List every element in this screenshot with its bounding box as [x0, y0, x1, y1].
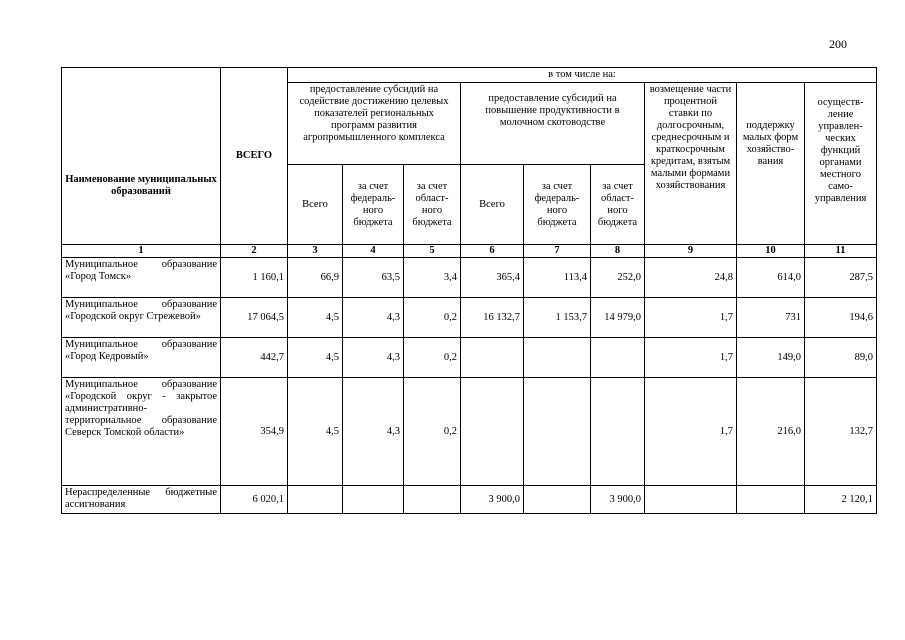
value-cell [461, 378, 524, 486]
header-col11: осуществ-ление управлен-ческих функций органами местного само-управления [805, 83, 877, 245]
value-cell: 63,5 [343, 258, 404, 298]
table-row [62, 378, 877, 486]
page-number: 200 [829, 37, 847, 51]
table-row [62, 258, 877, 298]
value-cell: 287,5 [805, 258, 877, 298]
value-cell: 354,9 [221, 378, 288, 486]
value-cell [524, 338, 591, 378]
value-cell: 216,0 [737, 378, 805, 486]
table-row [62, 338, 877, 378]
value-cell: 3,4 [404, 258, 461, 298]
value-cell [343, 486, 404, 514]
value-cell [524, 378, 591, 486]
value-cell: 16 132,7 [461, 298, 524, 338]
column-number: 1 [62, 245, 221, 258]
value-cell: 365,4 [461, 258, 524, 298]
value-cell: 1,7 [645, 378, 737, 486]
value-cell: 252,0 [591, 258, 645, 298]
table-row [62, 298, 877, 338]
value-cell: 3 900,0 [591, 486, 645, 514]
value-cell: 149,0 [737, 338, 805, 378]
value-cell [645, 486, 737, 514]
municipality-name: Муниципальное образование «Городской округ Стрежевой» [62, 298, 221, 338]
value-cell: 3 900,0 [461, 486, 524, 514]
column-number: 11 [805, 245, 877, 258]
value-cell: 132,7 [805, 378, 877, 486]
sub-regional-1: за счет област-ного бюджета [404, 165, 461, 245]
value-cell: 442,7 [221, 338, 288, 378]
value-cell: 0,2 [404, 378, 461, 486]
value-cell: 89,0 [805, 338, 877, 378]
value-cell [591, 338, 645, 378]
value-cell: 4,5 [288, 298, 343, 338]
municipality-name: Муниципальное образование «Город Кедровый» [62, 338, 221, 378]
header-col10: поддержку малых форм хозяйство-вания [737, 83, 805, 245]
table-row [62, 486, 877, 514]
value-cell: 6 020,1 [221, 486, 288, 514]
header-group-agro: предоставление субсидий на содействие достижению целевых показателей региональных программ развития агропромышленного комплекса [288, 83, 461, 165]
header-col9: возмещение части процентной ставки по долгосрочным, среднесрочным и краткосрочным кредитам, взятым малыми формами хозяйствования [645, 83, 737, 245]
sub-total-2: Всего [461, 165, 524, 245]
municipality-name: Муниципальное образование «Городской округ - закрытое административно-территориальное образование Северск Томской области» [62, 378, 221, 486]
column-number: 9 [645, 245, 737, 258]
value-cell: 1,7 [645, 298, 737, 338]
sub-total-1: Всего [288, 165, 343, 245]
budget-table [61, 67, 877, 514]
value-cell: 113,4 [524, 258, 591, 298]
column-number: 2 [221, 245, 288, 258]
value-cell: 0,2 [404, 298, 461, 338]
header-group-dairy: предоставление субсидий на повышение продуктивности в молочном скотоводстве [461, 83, 645, 165]
sub-federal-1: за счет федераль-ного бюджета [343, 165, 404, 245]
value-cell [288, 486, 343, 514]
sub-regional-2: за счет област-ного бюджета [591, 165, 645, 245]
value-cell: 4,3 [343, 378, 404, 486]
header-including: в том числе на: [288, 68, 877, 83]
value-cell: 2 120,1 [805, 486, 877, 514]
value-cell: 66,9 [288, 258, 343, 298]
column-number: 4 [343, 245, 404, 258]
value-cell [737, 486, 805, 514]
value-cell: 4,5 [288, 378, 343, 486]
value-cell: 4,5 [288, 338, 343, 378]
municipality-name: Нераспределенные бюджетные ассигнования [62, 486, 221, 514]
column-number: 7 [524, 245, 591, 258]
value-cell [591, 378, 645, 486]
value-cell: 1 153,7 [524, 298, 591, 338]
value-cell: 24,8 [645, 258, 737, 298]
value-cell: 0,2 [404, 338, 461, 378]
value-cell: 194,6 [805, 298, 877, 338]
value-cell: 1 160,1 [221, 258, 288, 298]
column-number: 6 [461, 245, 524, 258]
municipality-name: Муниципальное образование «Город Томск» [62, 258, 221, 298]
value-cell [524, 486, 591, 514]
value-cell: 731 [737, 298, 805, 338]
value-cell [461, 338, 524, 378]
value-cell: 14 979,0 [591, 298, 645, 338]
column-number: 5 [404, 245, 461, 258]
value-cell: 614,0 [737, 258, 805, 298]
value-cell: 4,3 [343, 338, 404, 378]
value-cell: 17 064,5 [221, 298, 288, 338]
column-number: 8 [591, 245, 645, 258]
value-cell: 1,7 [645, 338, 737, 378]
header-name: Наименование муниципальных образований [62, 68, 221, 245]
value-cell [404, 486, 461, 514]
sub-federal-2: за счет федераль-ного бюджета [524, 165, 591, 245]
column-number: 3 [288, 245, 343, 258]
header-total: ВСЕГО [221, 68, 288, 245]
value-cell: 4,3 [343, 298, 404, 338]
column-number: 10 [737, 245, 805, 258]
